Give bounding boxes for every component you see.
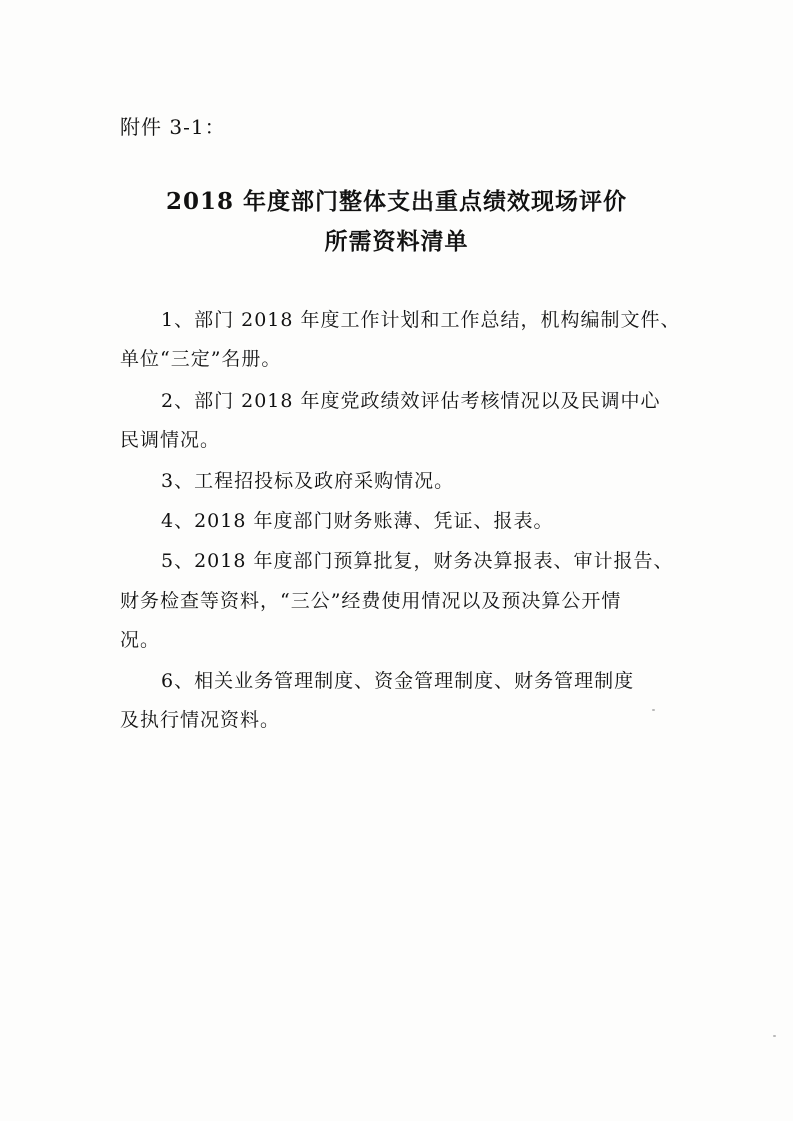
list-item-1-line-1: 1、部门 2018 年度工作计划和工作总结，机构编制文件、: [161, 309, 681, 331]
list-item-2-line-1: 2、部门 2018 年度党政绩效评估考核情况以及民调中心: [161, 390, 661, 412]
scan-speck: [773, 1035, 776, 1037]
document-title-line-1: 2018 年度部门整体支出重点绩效现场评价: [165, 188, 628, 215]
document-title-line-2: 所需资料清单: [324, 228, 469, 255]
list-item-5-line-1: 5、2018 年度部门预算批复，财务决算报表、审计报告、: [161, 550, 674, 572]
list-item-5-line-2: 财务检查等资料，“三公”经费使用情况以及预决算公开情: [120, 590, 622, 612]
list-item-6-line-2: 及执行情况资料。: [120, 709, 281, 731]
scan-speck: [652, 709, 655, 711]
list-item-6-line-1: 6、相关业务管理制度、资金管理制度、财务管理制度: [161, 670, 635, 692]
list-item-1-line-2: 单位“三定”名册。: [120, 348, 282, 370]
list-item-5-line-3: 况。: [120, 629, 161, 651]
list-item-2-line-2: 民调情况。: [120, 429, 221, 451]
attachment-label: 附件 3-1：: [120, 115, 226, 139]
list-item-3-line-1: 3、工程招投标及政府采购情况。: [161, 470, 455, 492]
list-item-4-line-1: 4、2018 年度部门财务账薄、凭证、报表。: [161, 510, 554, 532]
